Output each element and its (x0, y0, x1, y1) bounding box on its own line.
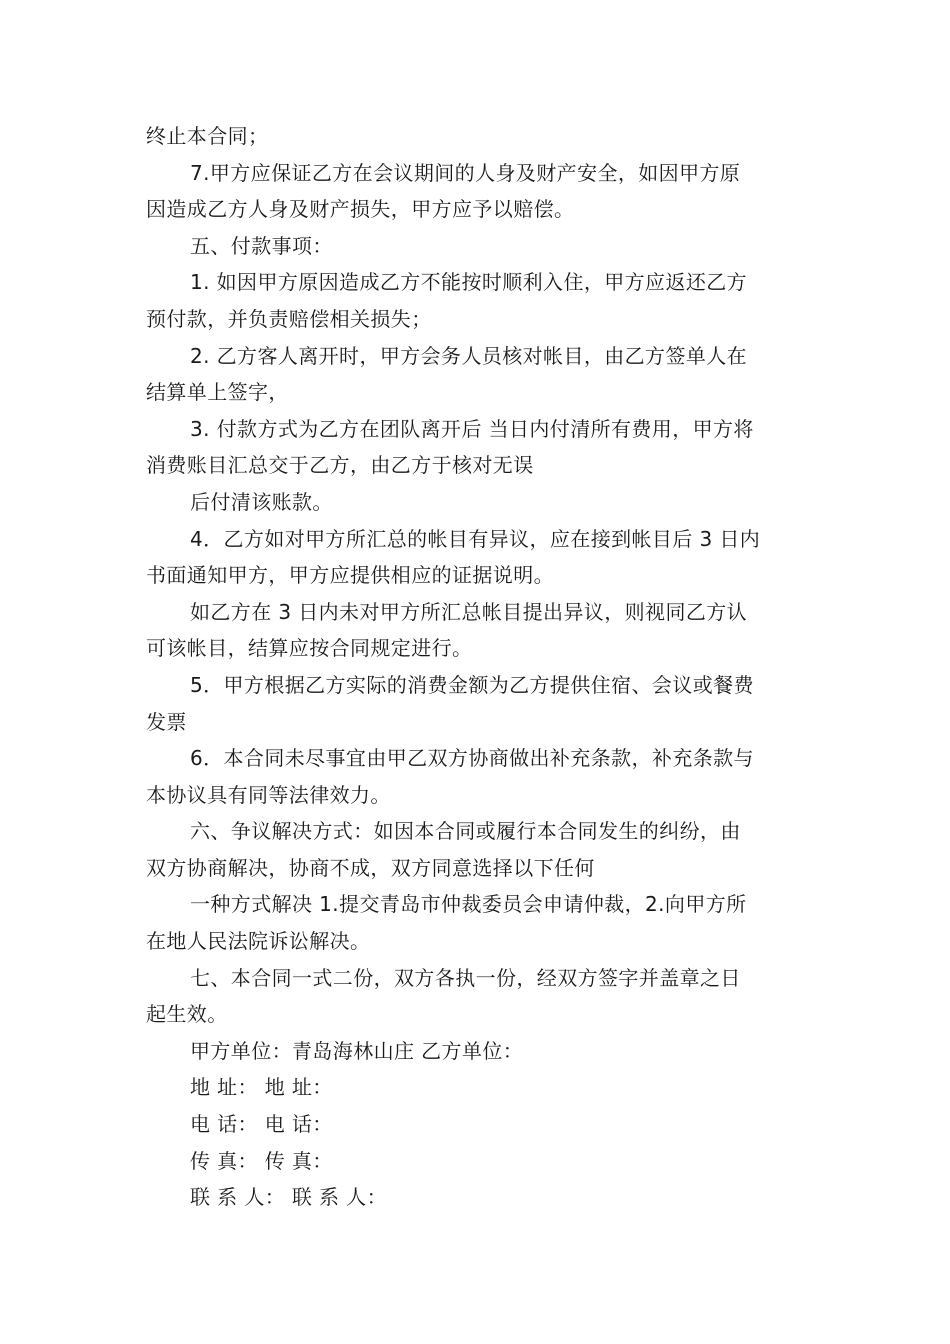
text-line: 5．甲方根据乙方实际的消费金额为乙方提供住宿、会议或餐费 (190, 672, 754, 697)
signature-party-line: 甲方单位：青岛海林山庄 乙方单位： (190, 1038, 524, 1063)
text-line: 消费账目汇总交于乙方，由乙方于核对无误 (146, 453, 534, 478)
section-heading: 六、争议解决方式：如因本合同或履行本合同发生的纠纷，由 (190, 819, 741, 844)
text-line: 可该帐目，结算应按合同规定进行。 (146, 636, 473, 661)
text-line: 终止本合同； (146, 124, 269, 148)
text-line: 本协议具有同等法律效力。 (146, 782, 391, 807)
signature-address-line: 地 址： 地 址： (190, 1075, 333, 1100)
text-line: 在地人民法院诉讼解决。 (146, 929, 371, 954)
section-heading: 七、本合同一式二份，双方各执一份，经双方签字并盖章之日 (190, 965, 741, 990)
text-line: 6．本合同未尽事宜由甲乙双方协商做出补充条款，补充条款与 (190, 746, 754, 771)
text-line: 一种方式解决 1.提交青岛市仲裁委员会申请仲裁，2.向甲方所 (190, 892, 747, 917)
text-line: 后付清该账款。 (190, 489, 333, 514)
text-line: 预付款，并负责赔偿相关损失； (146, 306, 432, 331)
text-line: 结算单上签字， (146, 380, 289, 405)
text-line: 书面通知甲方，甲方应提供相应的证据说明。 (146, 563, 554, 588)
text-line: 双方协商解决，协商不成，双方同意选择以下任何 (146, 855, 595, 880)
document-body (146, 118, 806, 1216)
text-line: 1. 如因甲方原因造成乙方不能按时顺利入住，甲方应返还乙方 (190, 270, 748, 295)
text-line: 7.甲方应保证乙方在会议期间的人身及财产安全，如因甲方原 (190, 160, 741, 185)
signature-contact-line: 联 系 人： 联 系 人： (190, 1185, 387, 1210)
text-line: 发票 (146, 709, 187, 734)
text-line: 如乙方在 3 日内未对甲方所汇总帐目提出异议，则视同乙方认 (190, 599, 748, 624)
signature-fax-line: 传 真： 传 真： (190, 1148, 333, 1173)
text-line: 4．乙方如对甲方所汇总的帐目有异议，应在接到帐目后 3 日内 (190, 526, 761, 551)
text-line: 2. 乙方客人离开时，甲方会务人员核对帐目，由乙方签单人在 (190, 343, 748, 368)
text-line: 因造成乙方人身及财产损失，甲方应予以赔偿。 (146, 197, 575, 222)
signature-phone-line: 电 话： 电 话： (190, 1112, 333, 1137)
text-line: 起生效。 (146, 1002, 228, 1027)
section-heading: 五、付款事项： (190, 233, 333, 258)
text-line: 3. 付款方式为乙方在团队离开后 当日内付清所有费用，甲方将 (190, 416, 754, 441)
